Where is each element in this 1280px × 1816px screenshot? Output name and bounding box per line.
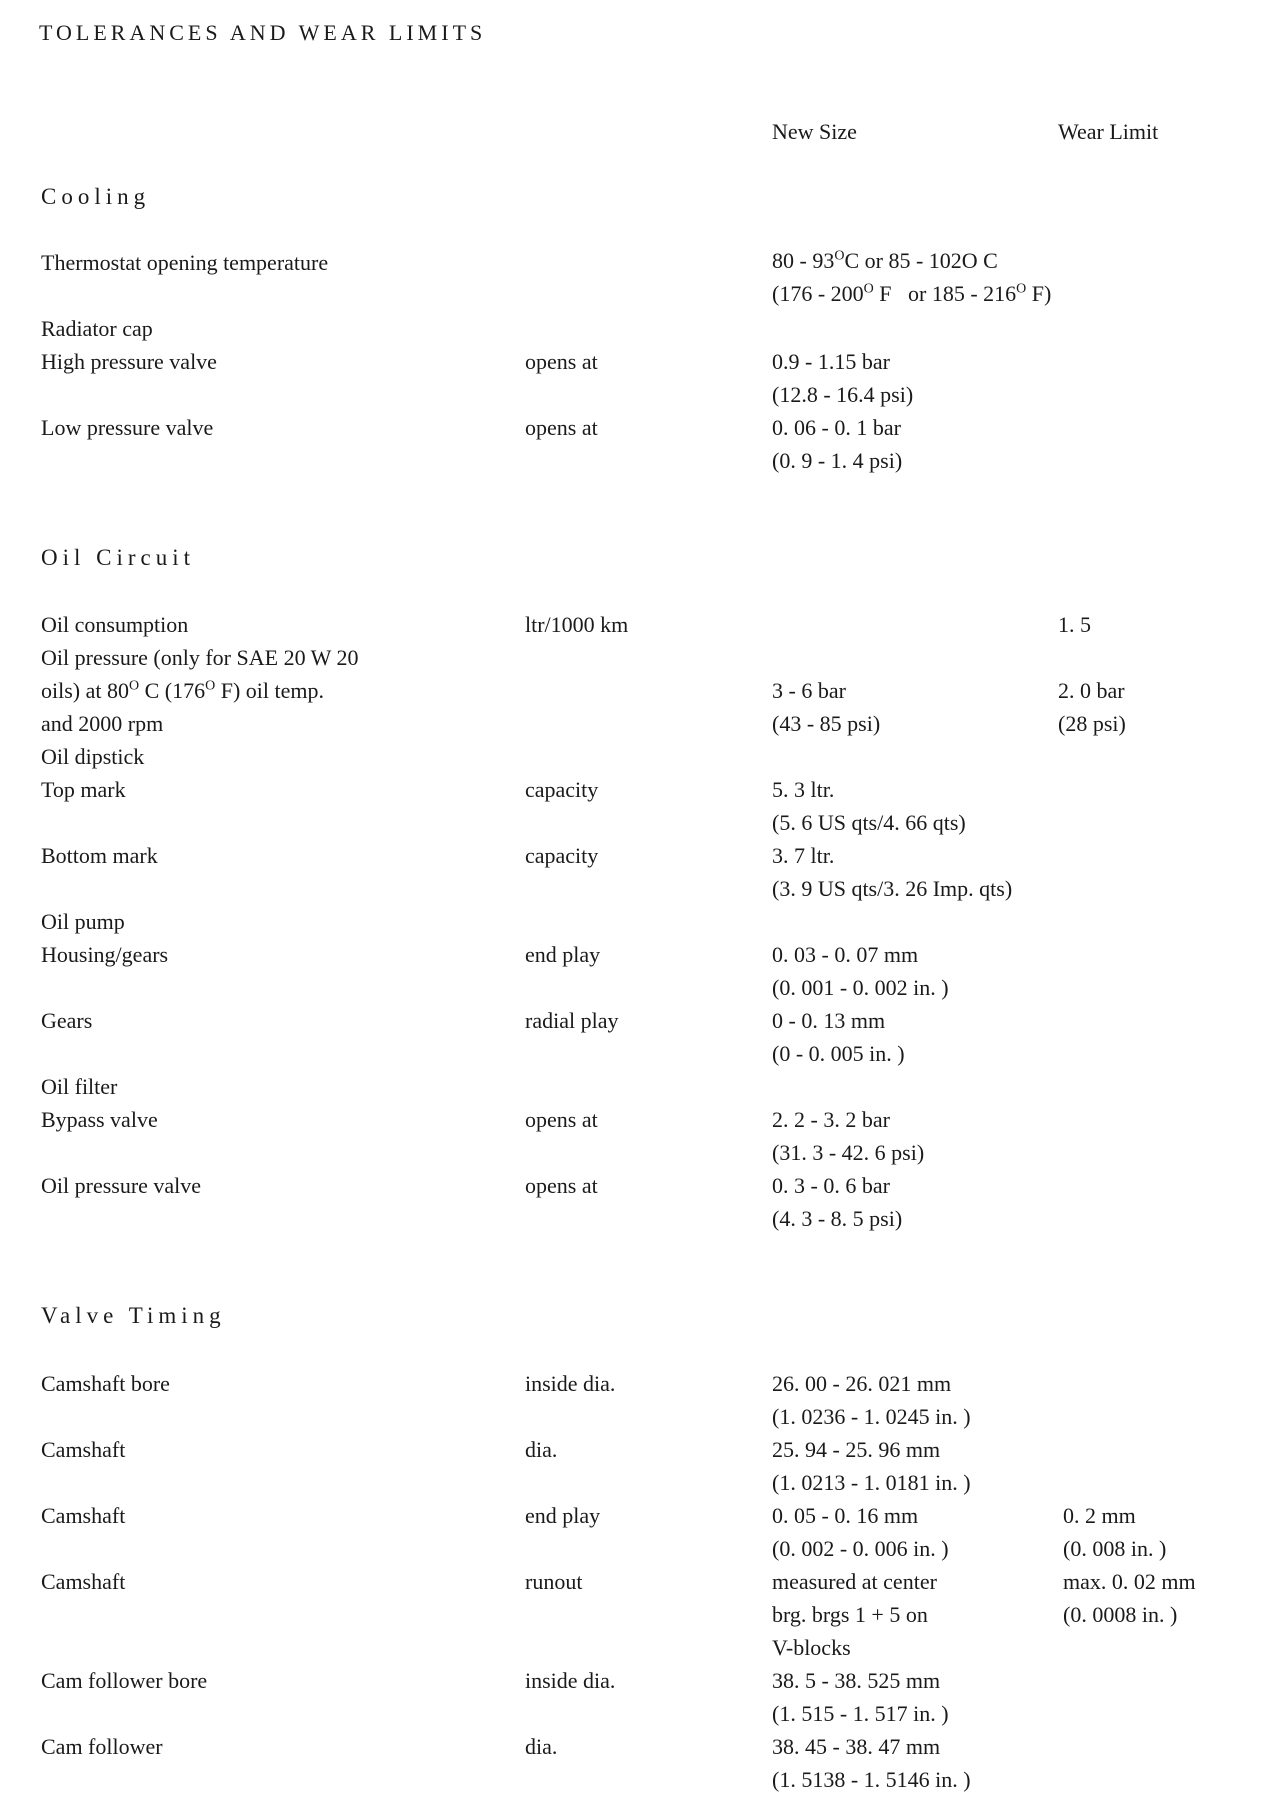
camshaft-bore-label: Camshaft bore	[41, 1371, 170, 1396]
header-new-size: New Size	[772, 119, 857, 144]
cam-follower-bore-condition: inside dia.	[525, 1668, 616, 1693]
camshaft-dia-new-1: 25. 94 - 25. 96 mm	[772, 1437, 941, 1462]
gears-new-2: (0 - 0. 005 in. )	[772, 1041, 905, 1066]
low-pressure-new-1: 0. 06 - 0. 1 bar	[772, 415, 901, 440]
gears-new-1: 0 - 0. 13 mm	[772, 1008, 886, 1033]
section-cooling: Cooling	[41, 184, 151, 209]
housing-new-1: 0. 03 - 0. 07 mm	[772, 942, 919, 967]
bypass-label: Bypass valve	[41, 1107, 158, 1132]
camshaft-end-play-new-1: 0. 05 - 0. 16 mm	[772, 1503, 919, 1528]
camshaft-end-play-wear-1: 0. 2 mm	[1063, 1503, 1136, 1528]
oil-pressure-valve-new-1: 0. 3 - 0. 6 bar	[772, 1173, 890, 1198]
high-pressure-label: High pressure valve	[41, 349, 217, 374]
camshaft-runout-wear-1: max. 0. 02 mm	[1063, 1569, 1196, 1594]
cam-follower-new-2: (1. 5138 - 1. 5146 in. )	[772, 1767, 971, 1792]
cam-follower-bore-new-1: 38. 5 - 38. 525 mm	[772, 1668, 941, 1693]
oil-pump-label: Oil pump	[41, 909, 125, 934]
section-oil-circuit: Oil Circuit	[41, 545, 196, 570]
camshaft-runout-new-1: measured at center	[772, 1569, 937, 1594]
top-mark-label: Top mark	[41, 777, 126, 802]
top-mark-condition: capacity	[525, 777, 599, 802]
thermostat-new-metric: $80 - 93^OC$ or 85 - 102O C	[772, 248, 998, 273]
camshaft-runout-new-2: brg. brgs 1 + 5 on	[772, 1602, 928, 1627]
cam-follower-condition: dia.	[525, 1734, 558, 1759]
oil-pressure-new-2: (43 - 85 psi)	[772, 711, 881, 736]
oil-pressure-valve-new-2: (4. 3 - 8. 5 psi)	[772, 1206, 903, 1231]
camshaft-runout-wear-2: (0. 0008 in. )	[1063, 1602, 1178, 1627]
bottom-mark-label: Bottom mark	[41, 843, 158, 868]
bypass-condition: opens at	[525, 1107, 598, 1132]
oil-pressure-valve-condition: opens at	[525, 1173, 598, 1198]
camshaft-dia-label: Camshaft	[41, 1437, 126, 1462]
high-pressure-new-2: (12.8 - 16.4 psi)	[772, 382, 914, 407]
bottom-mark-condition: capacity	[525, 843, 599, 868]
thermostat-new-imperial: ($176 - 200^O$ F or $185 - 216^O$ F)	[772, 281, 1052, 306]
gears-label: Gears	[41, 1008, 93, 1033]
housing-condition: end play	[525, 942, 601, 967]
housing-label: Housing/gears	[41, 942, 169, 967]
bypass-new-1: 2. 2 - 3. 2 bar	[772, 1107, 890, 1132]
low-pressure-label: Low pressure valve	[41, 415, 214, 440]
cam-follower-bore-new-2: (1. 515 - 1. 517 in. )	[772, 1701, 949, 1726]
radiator-cap-label: Radiator cap	[41, 316, 153, 341]
oil-consumption-wear: 1. 5	[1058, 612, 1091, 637]
bypass-new-2: (31. 3 - 42. 6 psi)	[772, 1140, 925, 1165]
camshaft-dia-condition: dia.	[525, 1437, 558, 1462]
housing-new-2: (0. 001 - 0. 002 in. )	[772, 975, 949, 1000]
oil-pressure-label-2: oils) at $80^O$ C ($176^O$ F) oil temp.	[41, 678, 325, 703]
camshaft-runout-condition: runout	[525, 1569, 583, 1594]
bottom-mark-new-2: (3. 9 US qts/3. 26 Imp. qts)	[772, 876, 1013, 901]
oil-pressure-wear-1: 2. 0 bar	[1058, 678, 1125, 703]
oil-filter-label: Oil filter	[41, 1074, 118, 1099]
camshaft-bore-new-1: 26. 00 - 26. 021 mm	[772, 1371, 952, 1396]
oil-consumption-label: Oil consumption	[41, 612, 189, 637]
high-pressure-new-1: 0.9 - 1.15 bar	[772, 349, 890, 374]
cam-follower-new-1: 38. 45 - 38. 47 mm	[772, 1734, 941, 1759]
bottom-mark-new-1: 3. 7 ltr.	[772, 843, 835, 868]
oil-dipstick-label: Oil dipstick	[41, 744, 145, 769]
camshaft-bore-condition: inside dia.	[525, 1371, 616, 1396]
header-wear-limit: Wear Limit	[1058, 119, 1159, 144]
camshaft-bore-new-2: (1. 0236 - 1. 0245 in. )	[772, 1404, 971, 1429]
camshaft-runout-label: Camshaft	[41, 1569, 126, 1594]
thermostat-label: Thermostat opening temperature	[41, 250, 329, 275]
oil-pressure-valve-label: Oil pressure valve	[41, 1173, 202, 1198]
oil-pressure-label-1: Oil pressure (only for SAE 20 W 20	[41, 645, 359, 670]
camshaft-end-play-label: Camshaft	[41, 1503, 126, 1528]
low-pressure-condition: opens at	[525, 415, 598, 440]
camshaft-runout-new-3: V-blocks	[772, 1635, 851, 1660]
gears-condition: radial play	[525, 1008, 619, 1033]
high-pressure-condition: opens at	[525, 349, 598, 374]
oil-pressure-new-1: 3 - 6 bar	[772, 678, 846, 703]
oil-consumption-condition: ltr/1000 km	[525, 612, 629, 637]
camshaft-dia-new-2: (1. 0213 - 1. 0181 in. )	[772, 1470, 971, 1495]
page-title: TOLERANCES AND WEAR LIMITS	[39, 20, 487, 45]
top-mark-new-1: 5. 3 ltr.	[772, 777, 835, 802]
cam-follower-bore-label: Cam follower bore	[41, 1668, 208, 1693]
camshaft-end-play-wear-2: (0. 008 in. )	[1063, 1536, 1167, 1561]
section-valve-timing: Valve Timing	[41, 1303, 226, 1328]
oil-pressure-label-3: and 2000 rpm	[41, 711, 164, 736]
camshaft-end-play-new-2: (0. 002 - 0. 006 in. )	[772, 1536, 949, 1561]
low-pressure-new-2: (0. 9 - 1. 4 psi)	[772, 448, 903, 473]
top-mark-new-2: (5. 6 US qts/4. 66 qts)	[772, 810, 966, 835]
camshaft-end-play-condition: end play	[525, 1503, 601, 1528]
cam-follower-label: Cam follower	[41, 1734, 163, 1759]
oil-pressure-wear-2: (28 psi)	[1058, 711, 1126, 736]
